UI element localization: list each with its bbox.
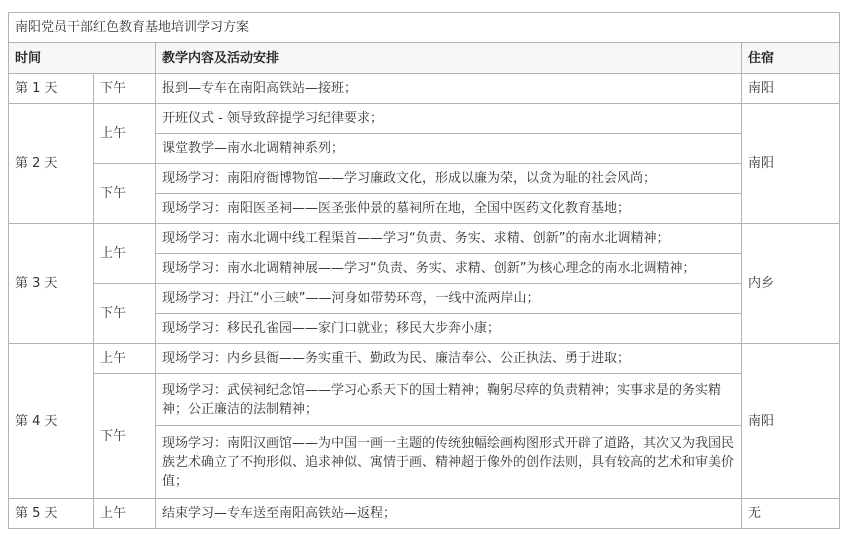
day-cell: 第 1 天 [9,74,94,104]
table-row [9,374,840,426]
schedule-document [8,12,839,529]
period-cell: 下午 [94,284,156,344]
period-cell: 上午 [94,104,156,164]
table-caption: 南阳党员干部红色教育基地培训学习方案 [9,13,840,43]
day-cell: 第 4 天 [9,344,94,499]
lodging-cell: 无 [742,499,840,529]
content-cell: 现场学习：南阳汉画馆——为中国一画一主题的传统独幅绘画构图形式开辟了道路，其次又为我国民族艺术确立了不拘形似、追求神似、寓情于画、精神超于像外的创作法则，具有较高的艺术和审美价值； [156,426,742,499]
table-row [9,164,840,194]
lodging-cell: 南阳 [742,104,840,224]
table-row [9,499,840,529]
header-lodging: 住宿 [742,43,840,74]
table-header-row [9,43,840,74]
table-row [9,224,840,254]
period-cell: 下午 [94,164,156,224]
period-cell: 下午 [94,374,156,499]
content-cell: 现场学习：南水北调中线工程渠首——学习“负责、务实、求精、创新”的南水北调精神； [156,224,742,254]
content-cell: 现场学习：南水北调精神展——学习“负责、务实、求精、创新”为核心理念的南水北调精神； [156,254,742,284]
content-cell: 课堂教学—南水北调精神系列； [156,134,742,164]
content-cell: 现场学习：南阳府衙博物馆——学习廉政文化，形成以廉为荣，以贪为耻的社会风尚； [156,164,742,194]
lodging-cell: 南阳 [742,344,840,499]
table-row [9,74,840,104]
lodging-cell: 内乡 [742,224,840,344]
table-row [9,104,840,134]
period-cell: 上午 [94,499,156,529]
period-cell: 下午 [94,74,156,104]
header-content: 教学内容及活动安排 [156,43,742,74]
period-cell: 上午 [94,224,156,284]
content-cell: 开班仪式 - 领导致辞提学习纪律要求； [156,104,742,134]
content-cell: 现场学习：武侯祠纪念馆——学习心系天下的国士精神；鞠躬尽瘁的负责精神；实事求是的务实精神；公正廉洁的法制精神； [156,374,742,426]
content-cell: 现场学习：南阳医圣祠——医圣张仲景的墓祠所在地，全国中医药文化教育基地； [156,194,742,224]
content-cell: 现场学习：丹江“小三峡”——河身如带势环弯，一线中流两岸山； [156,284,742,314]
table-row [9,344,840,374]
table-row [9,284,840,314]
content-cell: 现场学习：移民孔雀园——家门口就业；移民大步奔小康； [156,314,742,344]
day-cell: 第 3 天 [9,224,94,344]
content-cell: 现场学习：内乡县衙——务实重干、勤政为民、廉洁奉公、公正执法、勇于进取； [156,344,742,374]
table-caption-row [9,13,840,43]
day-cell: 第 2 天 [9,104,94,224]
schedule-table [8,12,840,529]
content-cell: 报到—专车在南阳高铁站—接班； [156,74,742,104]
content-cell: 结束学习—专车送至南阳高铁站—返程； [156,499,742,529]
header-time: 时间 [9,43,156,74]
period-cell: 上午 [94,344,156,374]
day-cell: 第 5 天 [9,499,94,529]
lodging-cell: 南阳 [742,74,840,104]
